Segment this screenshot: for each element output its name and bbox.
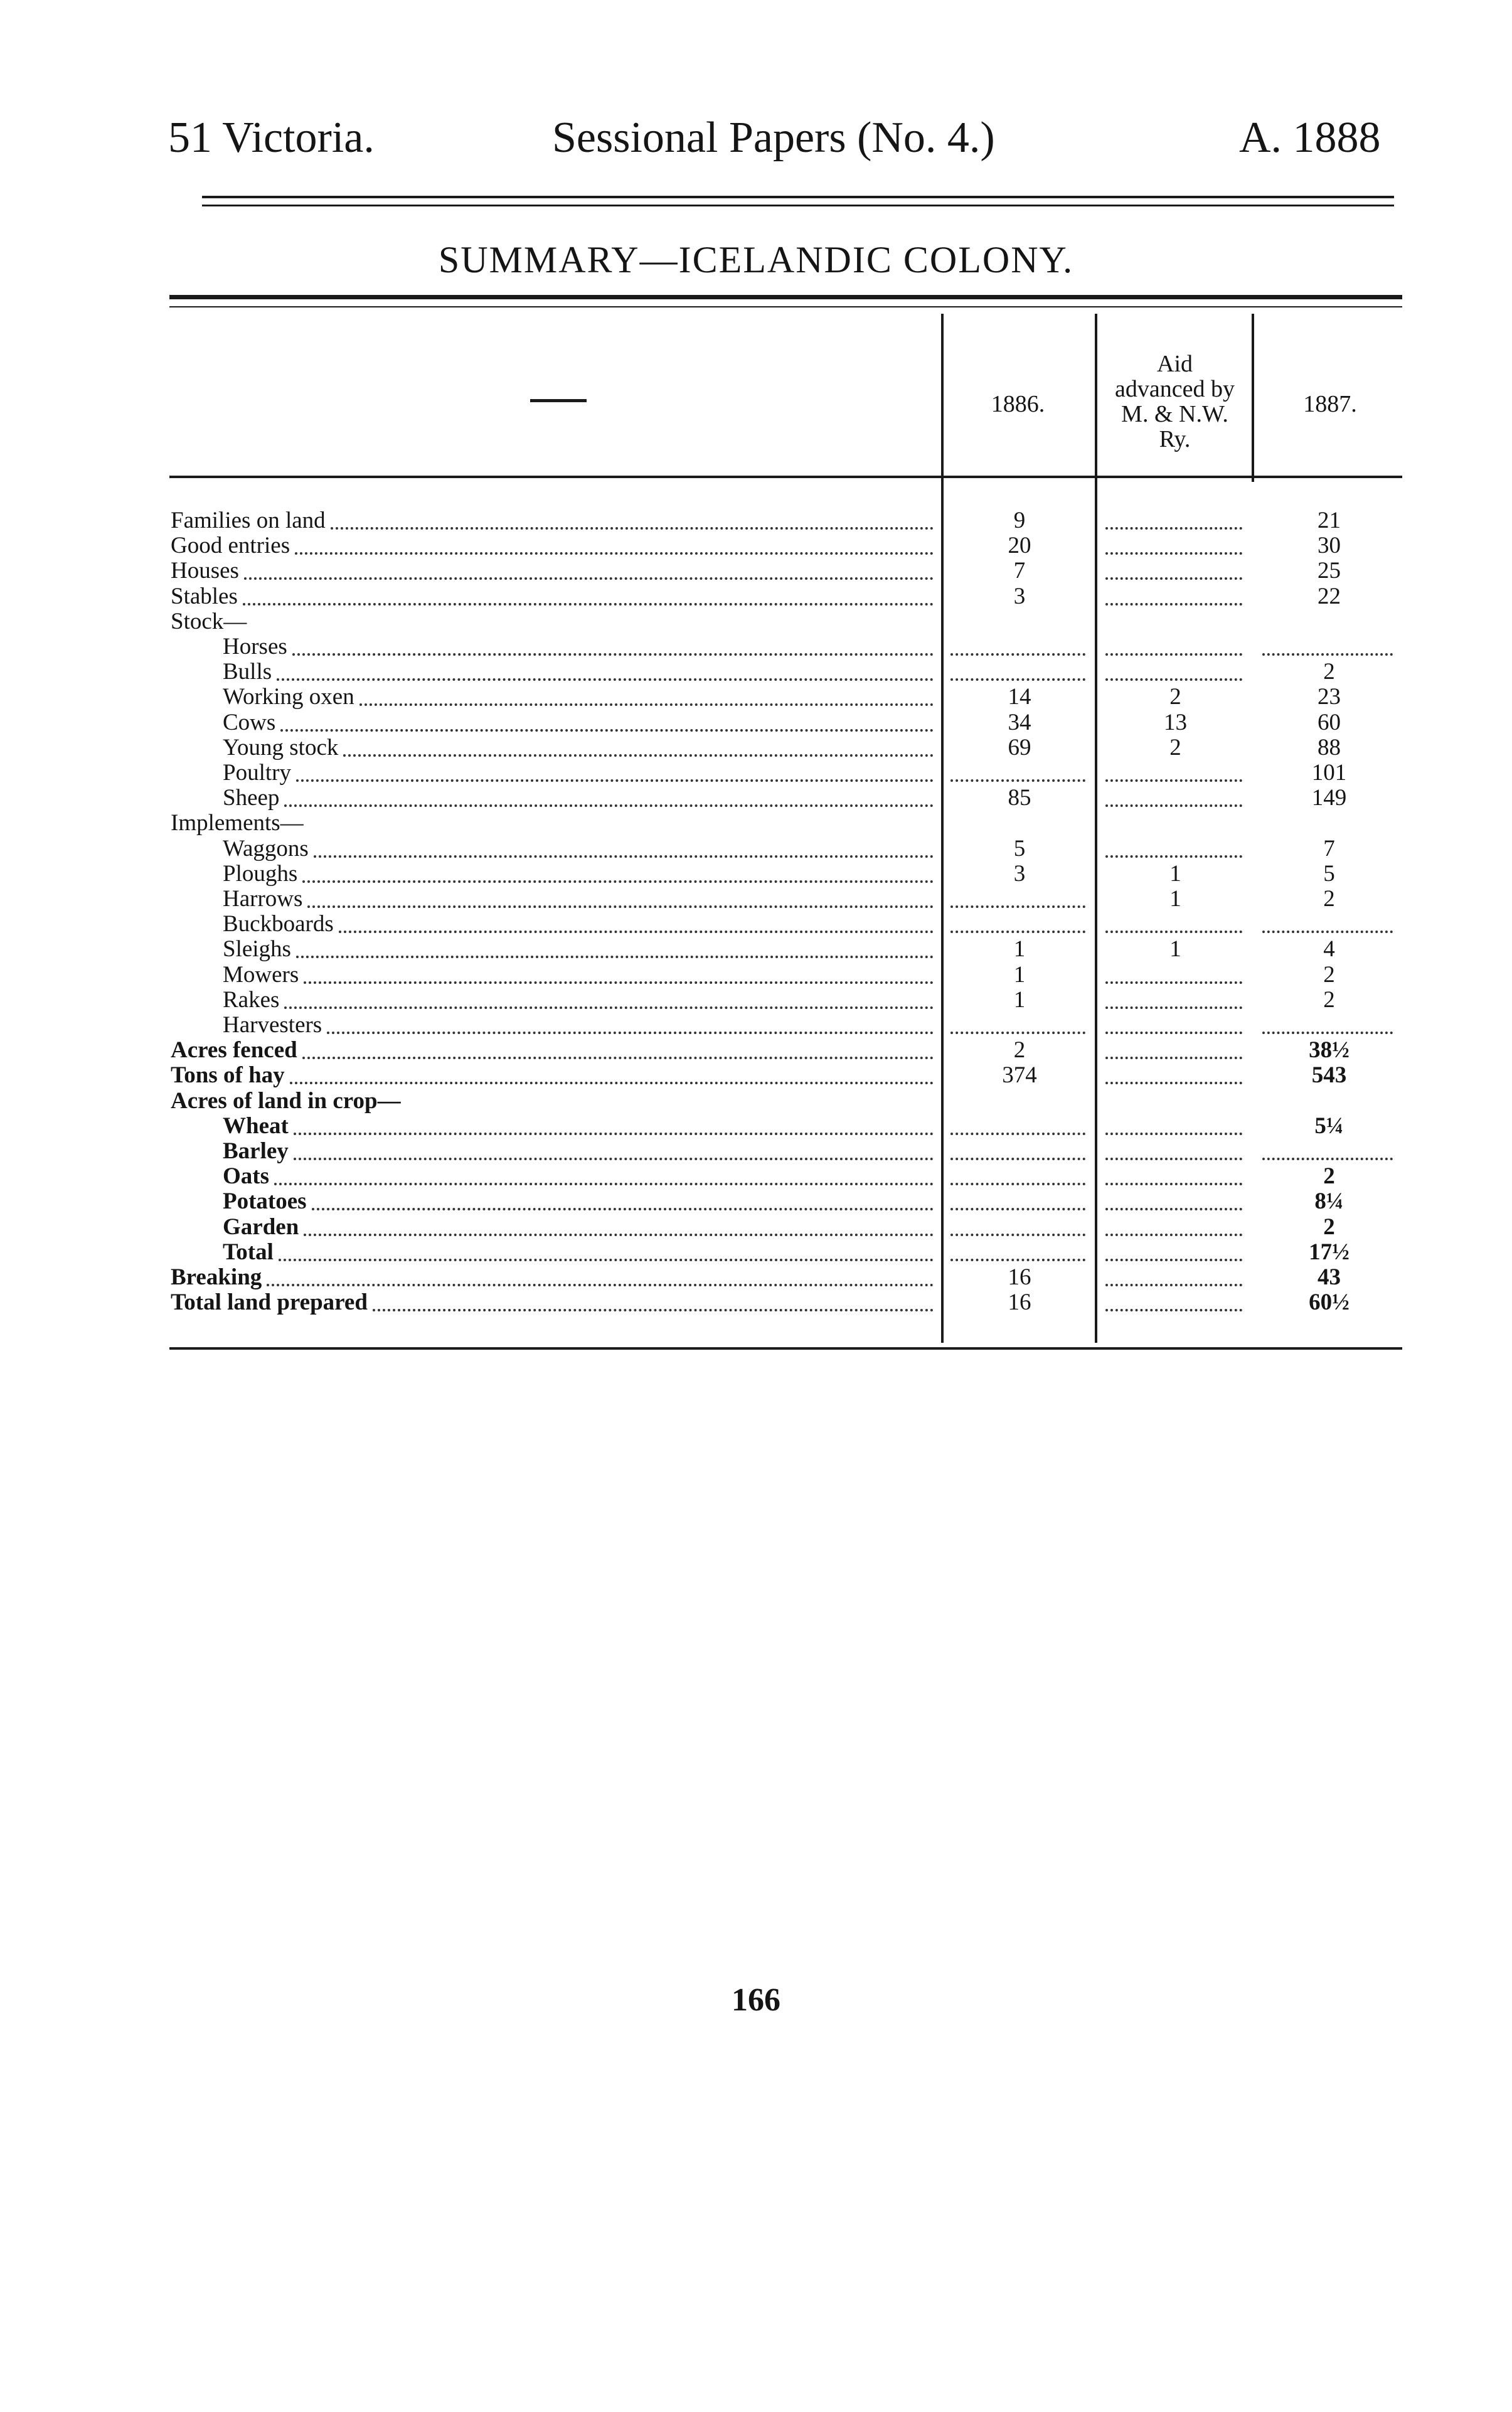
- dot-leader: [373, 1309, 934, 1311]
- value-1887: 543: [1311, 1062, 1347, 1089]
- value-1887: 30: [1318, 533, 1341, 559]
- dot-leader: [284, 1006, 934, 1009]
- table-row: [0, 1139, 1512, 1164]
- row-label: Waggons: [223, 835, 309, 862]
- table-row: [0, 533, 1512, 558]
- dot-leader: [312, 1208, 934, 1210]
- row-label: Implements—: [171, 810, 304, 836]
- empty-cell-dots: [1105, 1006, 1242, 1009]
- dot-leader: [296, 779, 934, 782]
- column-aid-line-4: Ry.: [1159, 426, 1191, 452]
- table-row: [0, 1063, 1512, 1088]
- value-1887: 60½: [1309, 1289, 1350, 1316]
- table-row: [0, 786, 1512, 811]
- header-session: 51 Victoria.: [168, 114, 375, 162]
- table-row: [0, 937, 1512, 962]
- value-1886: 374: [1002, 1062, 1037, 1089]
- empty-cell-dots: [950, 1183, 1085, 1185]
- table-row: [0, 1164, 1512, 1189]
- value-1887: 5: [1323, 860, 1335, 887]
- empty-cell-dots: [1105, 981, 1242, 984]
- value-1886: 1: [1013, 961, 1026, 988]
- value-1886: 1: [1013, 986, 1026, 1013]
- row-label: Ploughs: [223, 860, 298, 887]
- value-1887: 38½: [1309, 1037, 1350, 1064]
- table-row: [0, 988, 1512, 1013]
- row-label: Barley: [223, 1138, 289, 1164]
- row-label: Wheat: [223, 1113, 289, 1139]
- row-label: Mowers: [223, 961, 299, 988]
- row-label: Good entries: [171, 533, 290, 559]
- row-label: Harrows: [223, 886, 303, 912]
- value-1886: 16: [1008, 1289, 1031, 1316]
- dot-leader: [296, 956, 934, 958]
- dot-leader: [327, 1032, 934, 1034]
- row-label: Tons of hay: [171, 1062, 285, 1089]
- empty-cell-dots: [1105, 779, 1242, 782]
- empty-cell-dots: [1105, 552, 1242, 555]
- row-label: Stock—: [171, 608, 247, 634]
- column-aid-line-3: M. & N.W.: [1121, 401, 1228, 427]
- row-label: Breaking: [171, 1264, 262, 1290]
- table-row: [0, 1215, 1512, 1240]
- value-1886: 34: [1008, 709, 1031, 735]
- column-1887-header: 1887.: [1303, 391, 1357, 417]
- empty-cell-dots: [950, 1234, 1085, 1236]
- dot-leader: [243, 603, 934, 606]
- empty-cell-dots: [1105, 678, 1242, 681]
- row-label: Harvesters: [223, 1012, 322, 1038]
- page-number: 166: [732, 1982, 780, 2018]
- row-label: Total land prepared: [171, 1289, 368, 1316]
- table-row: [0, 659, 1512, 685]
- dot-leader: [304, 1234, 934, 1236]
- value-1887: 17½: [1309, 1239, 1350, 1265]
- value-1887: 22: [1318, 583, 1341, 609]
- row-label: Rakes: [223, 986, 280, 1013]
- table-row: [0, 1038, 1512, 1063]
- value-1886: 3: [1013, 860, 1026, 887]
- value-1887: 23: [1318, 684, 1341, 710]
- dot-leader: [290, 1082, 934, 1084]
- title-rule-thick: [169, 295, 1402, 299]
- value-1886: 7: [1013, 558, 1026, 584]
- value-1887: 21: [1318, 508, 1341, 533]
- empty-cell-dots: [950, 1133, 1085, 1135]
- header-year: A. 1888: [1239, 114, 1381, 162]
- empty-cell-dots: [950, 779, 1085, 782]
- value-1886: 85: [1008, 785, 1031, 811]
- row-label: Stables: [171, 583, 238, 609]
- dot-leader: [244, 577, 934, 580]
- title-rule-thin: [169, 306, 1402, 307]
- empty-cell-dots: [1105, 1309, 1242, 1311]
- row-label: Horses: [223, 634, 287, 659]
- table-row: [0, 760, 1512, 786]
- table-row: [0, 836, 1512, 862]
- empty-cell-dots: [1105, 1158, 1242, 1160]
- header-rule-bottom: [202, 205, 1394, 206]
- value-1887: 25: [1318, 558, 1341, 584]
- dot-leader: [267, 1284, 934, 1286]
- value-1887: 2: [1323, 1214, 1335, 1240]
- row-label: Cows: [223, 709, 276, 735]
- value-1887: 2: [1323, 886, 1335, 912]
- dot-leader: [359, 703, 934, 706]
- column-aid-line-2: advanced by: [1115, 376, 1235, 402]
- empty-cell-dots: [1262, 931, 1393, 933]
- dot-leader: [304, 981, 934, 984]
- dot-leader: [294, 1133, 934, 1135]
- dot-leader: [302, 1057, 934, 1059]
- column-divider-3: [1252, 314, 1254, 482]
- value-1887: 2: [1323, 961, 1335, 988]
- row-label: Total: [223, 1239, 274, 1265]
- value-1886: 1: [1013, 936, 1026, 963]
- dot-leader: [279, 1259, 934, 1261]
- table-row: [0, 634, 1512, 659]
- value-1887: 2: [1323, 1163, 1335, 1190]
- value-1887: 101: [1311, 760, 1347, 786]
- empty-cell-dots: [950, 1032, 1085, 1034]
- row-label: Young stock: [223, 734, 339, 760]
- table-row: [0, 735, 1512, 760]
- value-1887: 8¼: [1314, 1188, 1344, 1215]
- dot-leader: [295, 552, 934, 555]
- empty-cell-dots: [950, 931, 1085, 933]
- empty-cell-dots: [950, 1259, 1085, 1261]
- table-row: [0, 508, 1512, 533]
- empty-cell-dots: [1105, 855, 1242, 858]
- value-1886: 14: [1008, 684, 1031, 710]
- dot-leader: [280, 729, 934, 732]
- value-aid: 13: [1164, 709, 1187, 735]
- empty-cell-dots: [950, 653, 1085, 656]
- row-label: Bulls: [223, 659, 272, 685]
- row-label: Houses: [171, 558, 239, 584]
- table-row: [0, 1013, 1512, 1038]
- dot-leader: [292, 653, 934, 656]
- empty-cell-dots: [1105, 1032, 1242, 1034]
- dot-leader: [314, 855, 934, 858]
- value-1887: 149: [1311, 785, 1347, 811]
- table-row: [0, 912, 1512, 937]
- row-label: Sleighs: [223, 936, 291, 963]
- empty-cell-dots: [1105, 577, 1242, 580]
- value-1886: 5: [1013, 835, 1026, 862]
- dot-leader: [307, 905, 934, 908]
- header-underline: [169, 476, 1402, 478]
- empty-cell-dots: [1105, 527, 1242, 530]
- row-label: Acres fenced: [171, 1037, 297, 1064]
- empty-cell-dots: [950, 905, 1085, 908]
- table-row: [0, 1189, 1512, 1214]
- value-1886: 69: [1008, 734, 1031, 760]
- column-1886-header: 1886.: [991, 391, 1045, 417]
- row-label: Oats: [223, 1163, 269, 1190]
- row-label: Poultry: [223, 760, 291, 786]
- table-row: [0, 685, 1512, 710]
- column-aid-line-1: Aid: [1157, 351, 1193, 377]
- value-1886: 3: [1013, 583, 1026, 609]
- empty-cell-dots: [1105, 1183, 1242, 1185]
- row-label: Families on land: [171, 508, 326, 533]
- row-label: Working oxen: [223, 684, 354, 710]
- label-column-header: [530, 399, 587, 402]
- empty-cell-dots: [950, 678, 1085, 681]
- value-1887: 43: [1318, 1264, 1341, 1290]
- column-aid-header: [1098, 351, 1252, 452]
- table-row: [0, 963, 1512, 988]
- empty-cell-dots: [1105, 804, 1242, 807]
- row-label: Buckboards: [223, 911, 334, 937]
- value-aid: 1: [1169, 860, 1181, 887]
- empty-cell-dots: [1105, 1208, 1242, 1210]
- dot-leader: [302, 880, 934, 883]
- row-label: Sheep: [223, 785, 280, 811]
- value-aid: 2: [1169, 684, 1181, 710]
- header-sessional-papers: Sessional Papers (No. 4.): [552, 114, 995, 162]
- table-row: [0, 1240, 1512, 1265]
- table-row: [0, 1290, 1512, 1315]
- value-aid: 1: [1169, 886, 1181, 912]
- empty-cell-dots: [1105, 1234, 1242, 1236]
- value-1887: 2: [1323, 986, 1335, 1013]
- page-title: SUMMARY—ICELANDIC COLONY.: [438, 239, 1074, 280]
- empty-cell-dots: [1105, 1082, 1242, 1084]
- value-1887: 2: [1323, 659, 1335, 685]
- dot-leader: [277, 678, 934, 681]
- table-row: [0, 811, 1512, 836]
- dot-leader: [339, 931, 934, 933]
- value-1887: 5¼: [1314, 1113, 1344, 1139]
- value-1887: 7: [1323, 835, 1335, 862]
- row-label: Acres of land in crop—: [171, 1087, 401, 1114]
- dot-leader: [294, 1158, 934, 1160]
- value-1887: 88: [1318, 734, 1341, 760]
- table-row: [0, 1089, 1512, 1114]
- table-bottom-rule: [169, 1347, 1402, 1350]
- value-1887: 60: [1318, 709, 1341, 735]
- row-label: Potatoes: [223, 1188, 307, 1215]
- table-row: [0, 584, 1512, 609]
- dot-leader: [284, 804, 934, 807]
- table-row: [0, 1114, 1512, 1139]
- empty-cell-dots: [1262, 1032, 1393, 1034]
- empty-cell-dots: [1105, 1259, 1242, 1261]
- dot-leader: [343, 754, 934, 757]
- empty-cell-dots: [1262, 1158, 1393, 1160]
- empty-cell-dots: [1105, 653, 1242, 656]
- dot-leader: [274, 1183, 934, 1185]
- row-label: Garden: [223, 1214, 299, 1240]
- header-rule-top: [202, 196, 1394, 198]
- empty-cell-dots: [1105, 603, 1242, 606]
- value-1886: 16: [1008, 1264, 1031, 1290]
- value-1886: 9: [1013, 508, 1026, 533]
- table-row: [0, 558, 1512, 584]
- value-aid: 2: [1169, 734, 1181, 760]
- table-row: [0, 1265, 1512, 1290]
- empty-cell-dots: [1105, 1284, 1242, 1286]
- value-aid: 1: [1169, 936, 1181, 963]
- value-1886: 2: [1013, 1037, 1026, 1064]
- empty-cell-dots: [950, 1208, 1085, 1210]
- value-1887: 4: [1323, 936, 1335, 963]
- table-row: [0, 609, 1512, 634]
- value-1886: 20: [1008, 533, 1031, 559]
- dot-leader: [331, 527, 934, 530]
- table-row: [0, 710, 1512, 735]
- empty-cell-dots: [1262, 653, 1393, 656]
- empty-cell-dots: [1105, 1057, 1242, 1059]
- table-row: [0, 887, 1512, 912]
- empty-cell-dots: [1105, 1133, 1242, 1135]
- empty-cell-dots: [950, 1158, 1085, 1160]
- table-row: [0, 862, 1512, 887]
- empty-cell-dots: [1105, 931, 1242, 933]
